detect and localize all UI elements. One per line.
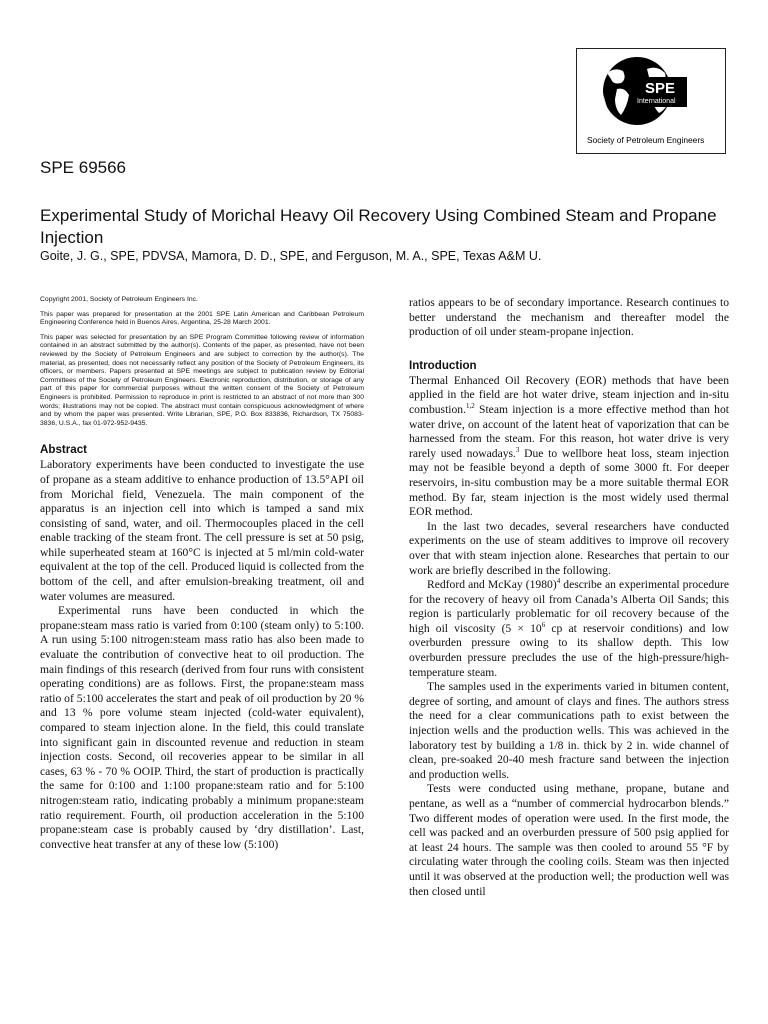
abstract-heading: Abstract [40,443,88,457]
abstract-paragraph: Experimental runs have been conducted in which the propane:steam mass ratio is varied from 0:100 (steam only) to 5:100. A run using 5:100 nitrogen:steam mass ratio has also been made to evaluate the contribution of convective heat to oil production. The main findings of this research (derived from four runs with consistent operating conditions) are as follows. First, the propane:steam mass ratio of 5:100 accelerates the start and peak of oil production by 20 % and 13 % pore volume steam injected (cold-water equivalent), compared to steam injection alone. In the field, this could translate into significant gain in discounted revenue and reduction in steam injection costs. Second, oil recoveries appear to be similar in all cases, 63 % - 70 % OOIP. Third, the start of production is practically the same for 0:100 and 1:100 propane:steam ratio and for 5:100 nitrogen:steam ratio, indicating probably a minimum propane:steam ratio requirement. Fourth, oil production acceleration in the 5:100 propane:steam case is probably caused by ‘dry distillation’. Last, convective heat transfer at any of these low (5:100) [40,604,364,851]
logo-society-text: Society of Petroleum Engineers [587,135,705,145]
introduction-paragraph [409,578,729,680]
introduction-paragraph: Tests were conducted using methane, propane, butane and pentane, as well as a “number of commercial hydrocarbon blends.” Two different modes of operation were used. In the first mode, the cell was packed and an overburden pressure of 500 psig applied for at least 24 hours. The sample was then cooled to around 55 °F by circulating water through the cooling coils. Steam was then injected until it was observed at the production well; the production well was then closed until [409,782,729,898]
conference-notice: This paper was prepared for presentation at the 2001 SPE Latin American and Caribbean Petroleum Engineering Conference held in Buenos Aires, Argentina, 25-28 March 2001. [40,310,364,327]
abstract-paragraph: Laboratory experiments have been conducted to investigate the use of propane as a steam additive to enhance production of 13.5°API oil from Morichal field, Venezuela. The main component of the apparatus is an injection cell into which is tamped a sand mix consisting of sand, water, and oil. Thermocouples placed in the cell enable tracking of the steam front. The cell pressure is set at 50 psig, while superheated steam at 160°C is injected at 5 ml/min cold-water equivalent at the top of the cell. Produced liquid is collected from the bottom of the cell, and after emulsion-breaking treatment, oil and water volumes are measured. [40,458,364,603]
paper-number: SPE 69566 [40,158,127,177]
paper-title: Experimental Study of Morichal Heavy Oil Recovery Using Combined Steam and Propane Injection [40,206,717,247]
paper-authors: Goite, J. G., SPE, PDVSA, Mamora, D. D., SPE, and Ferguson, M. A., SPE, Texas A&M U. [40,249,542,263]
exponent: 6 [541,621,546,630]
review-notice: This paper was selected for presentation by an SPE Program Committee following review of information contained in an abstract submitted by the author(s). Contents of the paper, as presented, have not been reviewed by the Society of Petroleum Engineers and are subject to correction by the author(s). The material, as presented, does not necessarily reflect any position of the Society of Petroleum Engineers, its officers, or members. Papers presented at SPE meetings are subject to publication review by Editorial Committees of the Society of Petroleum Engineers. Electronic reproduction, distribution, or storage of any part of this paper for commercial purposes without the written consent of the Society of Petroleum Engineers is prohibited. Permission to reproduce in print is restricted to an abstract of not more than 300 words; illustrations may not be copied. The abstract must contain conspicuous acknowledgment of where and by whom the paper was presented. Write Librarian, SPE, P.O. Box 833836, Richardson, TX 75083-3836, U.S.A., fax 01-972-952-9435. [40,333,364,427]
intro-text: Redford and McKay (1980) [427,578,557,592]
intro-text: Steam injection is a more effective method than hot water drive, on account of the latent heat of vaporization that can be harnessed from the steam. For this reason, hot water drive is very rarely used nowadays. [409,402,729,460]
citation-ref: 4 [556,577,561,586]
introduction-paragraph [409,374,729,520]
citation-ref: 1,2 [466,402,475,411]
introduction-paragraph: In the last two decades, several researchers have conducted experiments on the use of steam additives to improve oil recovery over that with steam injection alone. Researches that pertain to our work are briefly described in the following. [409,519,729,577]
right-column [409,296,729,899]
intro-text: Due to wellbore heat loss, steam injection may not be feasible beyond a depth of some 3000 ft. For deeper reservoirs, in-situ combustion may be a more suitable thermal EOR method. By far, steam injection is the most widely used thermal EOR method. [409,446,729,519]
spe-logo [576,48,726,154]
abstract-continuation: ratios appears to be of secondary importance. Research continues to better understand the mechanism and thereafter model the production of oil under steam-propane injection. [409,296,729,339]
logo-international-text: International [637,98,676,105]
copyright-line: Copyright 2001, Society of Petroleum Engineers Inc. [40,296,198,303]
logo-spe-text: SPE [645,80,676,97]
intro-text: Thermal Enhanced Oil Recovery (EOR) methods that have been applied in the field are hot water drive, steam injection and in-situ combustion. [409,373,729,416]
left-column [40,296,364,852]
introduction-heading: Introduction [409,358,477,372]
introduction-paragraph: The samples used in the experiments varied in bitumen content, degree of sorting, and amount of clays and fines. The authors stress the need for a clear communications path to exist between the injection wells and the production wells. This was achieved in the laboratory test by building a 1/8 in. thick by 2 in. wide channel of clean, pre-soaked 20-40 mesh fracture sand between the injection and production wells. [409,680,729,781]
intro-text: describe an experimental procedure for the recovery of heavy oil from Canada’s Alberta Oil Sands; this region is particularly problematic for oil recovery because of the high oil viscosity (5 × 10 [409,578,730,635]
intro-text: cp at reservoir conditions) and low overburden pressure owing to its shallow depth. This low overburden pressure precludes the use of the high-pressure/high-temperature steam. [409,621,730,679]
citation-ref: 3 [515,445,520,454]
